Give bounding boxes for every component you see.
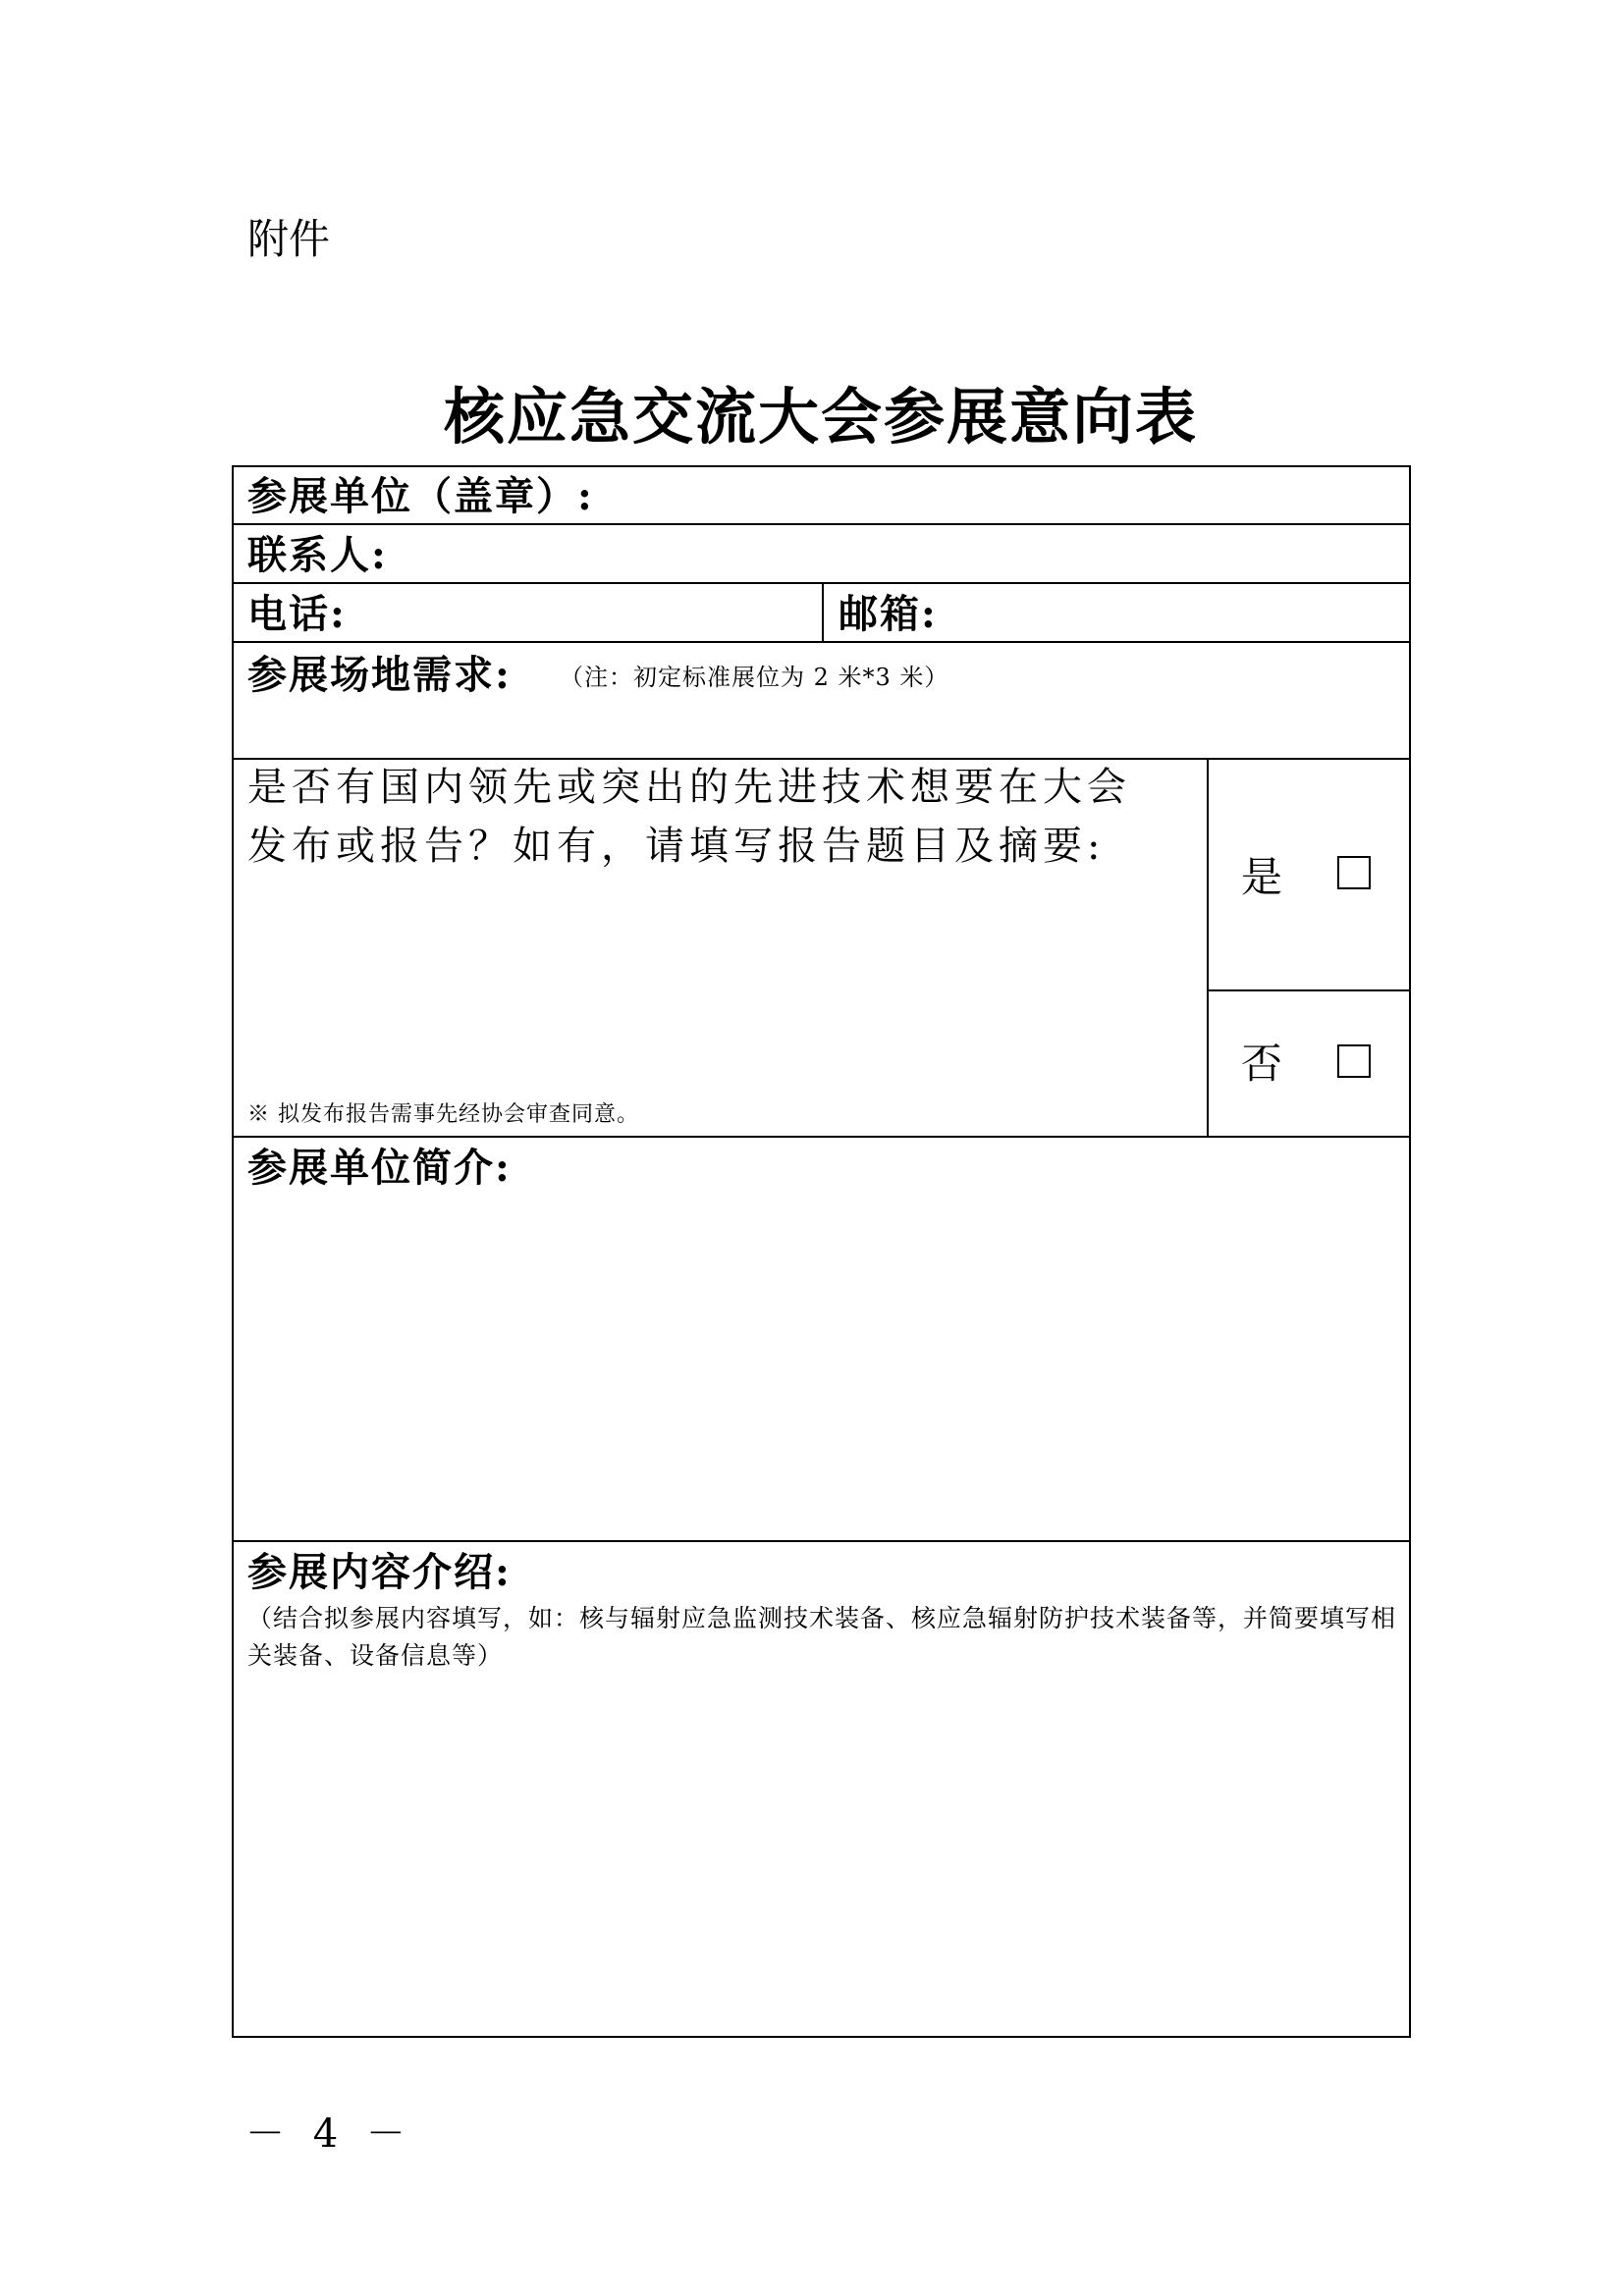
no-checkbox[interactable]: [1337, 1044, 1371, 1078]
phone-label: 电话:: [247, 591, 347, 637]
email-label: 邮箱:: [839, 591, 938, 637]
exhibit-content-label: 参展内容介绍:: [247, 1549, 512, 1595]
attachment-label: 附件: [247, 215, 331, 263]
venue-requirement-label: 参展场地需求:: [247, 652, 512, 698]
report-review-note: ※ 拟发布报告需事先经协会审查同意。: [247, 1102, 639, 1127]
participation-form-table: [232, 465, 1411, 2038]
yes-checkbox[interactable]: [1337, 856, 1371, 889]
table-border-right: [1409, 465, 1411, 2038]
table-border-left: [232, 465, 234, 2038]
phone-email-divider: [822, 582, 824, 643]
contact-label: 联系人:: [247, 532, 388, 578]
question-choice-divider: [1207, 758, 1209, 1138]
unit-intro-label: 参展单位简介:: [247, 1145, 512, 1191]
exhibit-content-note: （结合拟参展内容填写，如：核与辐射应急监测技术装备、核应急辐射防护技术装备等，并简要填写相关装备、设备信息等）: [247, 1604, 1397, 1670]
unit-seal-label: 参展单位（盖章）:: [247, 473, 594, 519]
venue-requirement-note: （注：初定标准展位为 2 米*3 米）: [560, 664, 949, 691]
report-question: 是否有国内领先或突出的先进技术想要在大会发布或报告？如有，请填写报告题目及摘要:: [247, 765, 1131, 869]
page-number: － 4 －: [245, 2111, 413, 2157]
yes-option-label: 是: [1241, 853, 1283, 901]
table-border-bottom: [232, 2036, 1411, 2038]
table-border-top: [232, 465, 1411, 467]
choice-divider: [1207, 989, 1411, 991]
form-title: 核应急交流大会参展意向表: [443, 381, 1198, 453]
row-divider: [232, 1540, 1411, 1542]
no-option-label: 否: [1241, 1040, 1283, 1088]
row-divider: [232, 1136, 1411, 1138]
